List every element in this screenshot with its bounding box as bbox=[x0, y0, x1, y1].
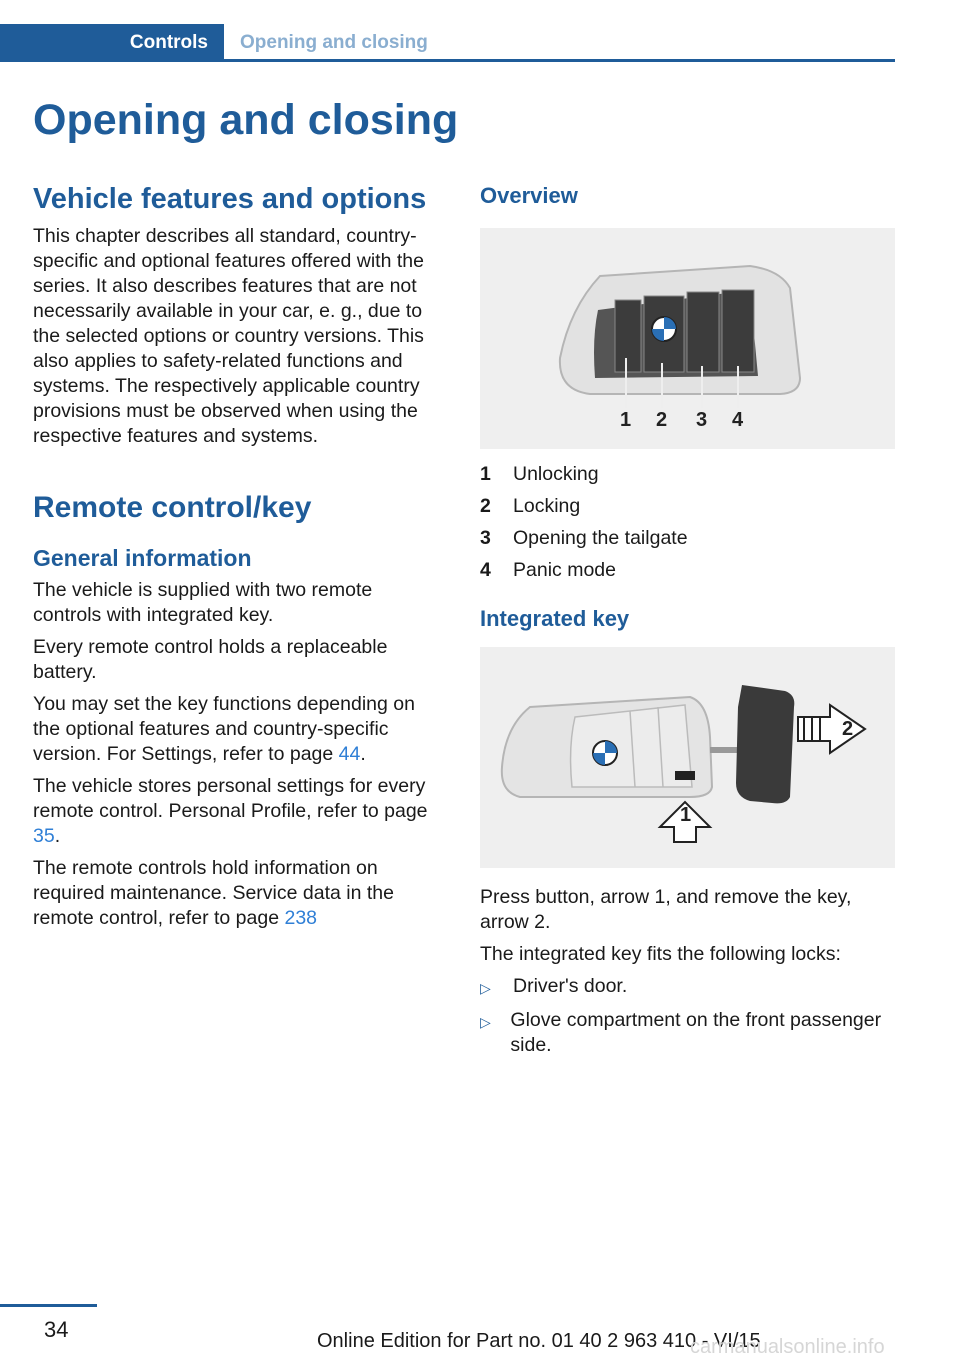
triangle-bullet-icon: ▷ bbox=[480, 1014, 491, 1030]
paragraph-key-fits: The integrated key fits the following locks: bbox=[480, 943, 841, 965]
watermark: carmanualsonline.info bbox=[690, 1336, 885, 1358]
legend-list bbox=[480, 458, 895, 586]
legend-number: 4 bbox=[480, 559, 491, 581]
legend-text: Opening the tailgate bbox=[513, 527, 688, 549]
legend-item bbox=[480, 554, 895, 586]
page-number: 34 bbox=[44, 1317, 69, 1342]
edition-text: Online Edition for Part no. 01 40 2 963 410 - VI/15 bbox=[317, 1330, 761, 1352]
heading-vehicle-features: Vehicle features and options bbox=[33, 183, 427, 215]
figure-integrated-key bbox=[480, 647, 895, 868]
legend-item bbox=[480, 490, 895, 522]
text-period: . bbox=[54, 825, 61, 847]
right-column bbox=[480, 183, 895, 1065]
text-key-functions: You may set the key functions depending on the optional features and country-specific version. For Settings, refer to page bbox=[33, 693, 415, 765]
paragraph-vehicle-features: This chapter describes all standard, country-specific and optional features offered with the series. It also describes features that are not necessarily available in your car, e. g., due to the selected options or country versions. This also applies to safety-related functions and systems. The respectively applicable country provisions must be observed when using the respective features and systems. bbox=[33, 225, 424, 447]
legend-item bbox=[480, 522, 895, 554]
text-personal-settings: The vehicle stores personal settings for every remote control. Personal Profile, refer to page bbox=[33, 775, 428, 822]
figure2-label-1: 1 bbox=[680, 804, 692, 826]
link-page-35[interactable]: 35 bbox=[33, 825, 55, 847]
figure1-label-4: 4 bbox=[732, 409, 744, 431]
header-rule bbox=[224, 59, 895, 62]
figure1-label-1: 1 bbox=[620, 409, 632, 431]
heading-integrated-key: Integrated key bbox=[480, 606, 630, 631]
list-item bbox=[480, 974, 895, 1001]
figure1-label-3: 3 bbox=[696, 409, 708, 431]
triangle-bullet-icon: ▷ bbox=[480, 980, 491, 996]
legend-number: 2 bbox=[480, 495, 491, 517]
paragraph-battery: Every remote control holds a replaceable battery. bbox=[33, 636, 388, 683]
text-maintenance: The remote controls hold information on required maintenance. Service data in the remote control, refer to page bbox=[33, 857, 394, 929]
list-item-text: Glove compartment on the front passenger side. bbox=[510, 1009, 882, 1056]
left-column bbox=[33, 183, 443, 931]
key-fob-illustration bbox=[480, 228, 895, 449]
heading-remote-control: Remote control/key bbox=[33, 491, 312, 524]
legend-text: Locking bbox=[513, 495, 581, 517]
paragraph-personal-settings bbox=[33, 774, 443, 849]
paragraph-key-functions bbox=[33, 692, 443, 767]
text-period: . bbox=[360, 743, 366, 765]
paragraph-maintenance bbox=[33, 856, 443, 931]
paragraph-press-button: Press button, arrow 1, and remove the key, arrow 2. bbox=[480, 886, 852, 933]
legend-item bbox=[480, 458, 895, 490]
paragraph-two-remotes: The vehicle is supplied with two remote controls with integrated key. bbox=[33, 579, 373, 626]
section-tab[interactable]: Controls bbox=[0, 24, 224, 62]
page-header bbox=[0, 0, 895, 62]
integrated-key-illustration bbox=[480, 647, 895, 868]
locks-list bbox=[480, 974, 895, 1058]
list-item bbox=[480, 1008, 895, 1058]
heading-overview: Overview bbox=[480, 183, 578, 208]
figure1-label-2: 2 bbox=[656, 409, 668, 431]
figure-key-buttons bbox=[480, 228, 895, 449]
subsection-tab[interactable]: Opening and closing bbox=[240, 32, 428, 53]
legend-number: 3 bbox=[480, 527, 491, 549]
footer-rule bbox=[0, 1304, 97, 1307]
page-title: Opening and closing bbox=[33, 96, 459, 144]
legend-number: 1 bbox=[480, 463, 491, 485]
figure2-label-2: 2 bbox=[842, 718, 854, 740]
heading-general-information: General information bbox=[33, 545, 252, 571]
legend-text: Panic mode bbox=[513, 559, 616, 581]
list-item-text: Driver's door. bbox=[513, 975, 628, 997]
link-page-238[interactable]: 238 bbox=[284, 907, 318, 929]
link-page-44[interactable]: 44 bbox=[338, 743, 361, 765]
legend-text: Unlocking bbox=[513, 463, 599, 485]
